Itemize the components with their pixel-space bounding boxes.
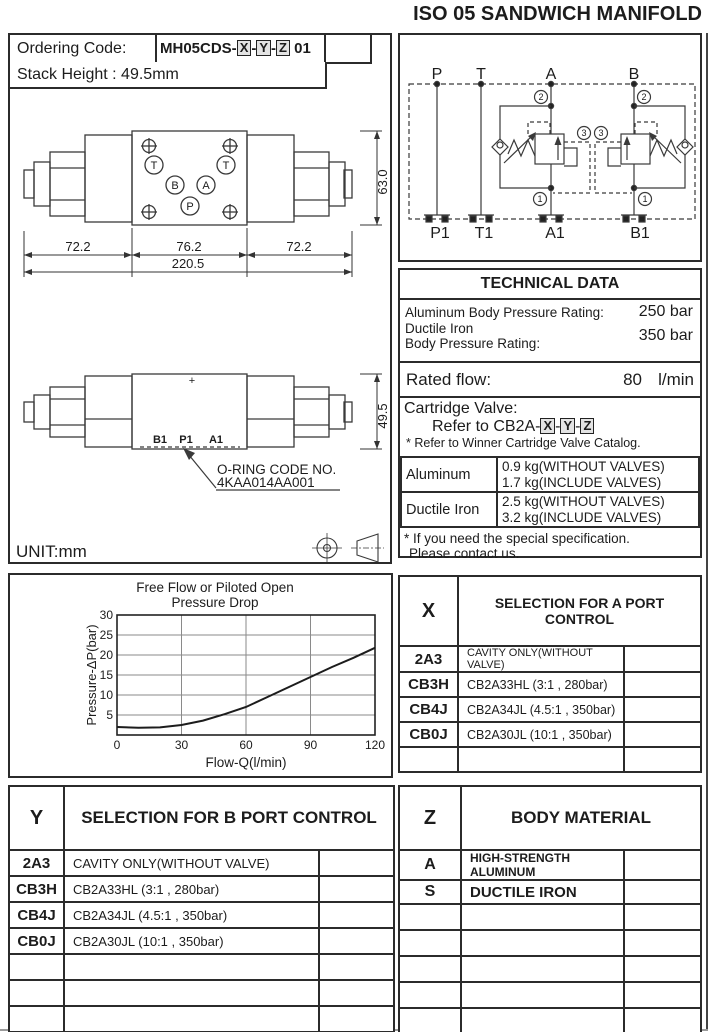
y-empty [9,980,64,1006]
rated-flow-unit: l/min [658,369,694,389]
marker-3-b: 3 [598,128,604,138]
marker-1-b: 1 [642,194,648,204]
x-row-spare [624,672,701,697]
page-title: ISO 05 SANDWICH MANIFOLD [413,3,702,25]
x-empty [624,747,701,772]
drawing-panel [8,33,392,564]
y-empty [9,1006,64,1032]
weight-line2: 1.7 kg(INCLUDE VALVES) [502,474,662,490]
port-label-t-right: T [222,160,230,172]
x-row-desc: CB2A34JL (4.5:1 , 350bar) [458,697,624,722]
y-key-cell: Y [9,786,64,850]
y-header-cell: SELECTION FOR B PORT CONTROL [64,786,394,850]
chart-title-line2: Pressure Drop [171,595,259,610]
dim-49-5: 49.5 [375,403,390,429]
spring-icon [649,132,681,163]
xtick-30: 30 [174,738,189,752]
selection-y-table [8,785,395,1032]
x-row-spare [624,697,701,722]
xtick-120: 120 [364,738,386,752]
ytick-25: 25 [99,628,113,642]
y-row-spare [319,876,394,902]
counterbalance-valve-b [595,91,694,206]
aluminum-pressure-label: Aluminum Body Pressure Rating: [405,304,604,320]
dim-72-2-left: 72.2 [65,239,91,254]
x-row-desc: CB2A33HL (3:1 , 280bar) [458,672,624,697]
ytick-30: 30 [99,608,113,622]
table-row [399,880,701,904]
z-row-desc: HIGH-STRENGTH ALUMINUM [461,850,624,880]
z-empty [624,982,701,1008]
marker-2-b: 2 [641,92,647,102]
y-empty [319,1006,394,1032]
port-label-p: P [186,201,194,213]
cartridge-note: * Refer to Winner Cartridge Valve Catalog. [406,436,641,450]
chart-yticks [100,608,114,722]
weight-values [497,457,699,492]
chart-xlabel: Flow-Q(l/min) [205,755,287,770]
z-empty [399,956,461,982]
unit-label: UNIT:mm [16,542,87,561]
x-key-cell: X [399,576,458,646]
port-label-b: B [171,180,179,192]
x-row-code: 2A3 [399,646,458,672]
code-suffix: 01 [289,40,311,57]
x-row-code: CB4J [399,697,458,722]
z-empty [461,1008,624,1032]
y-row-desc: CB2A34JL (4.5:1 , 350bar) [64,902,319,928]
ductile-label-line2: Body Pressure Rating: [405,336,541,351]
marker-1-a: 1 [537,194,543,204]
counterbalance-valve-a [492,91,591,206]
y-empty [319,954,394,980]
port-label-t-left: T [150,160,158,172]
y-empty [9,954,64,980]
z-header-cell: BODY MATERIAL [461,786,701,850]
cartridge-prefix: Refer to CB2A- [432,418,541,435]
spring-icon [504,132,536,163]
table-row [399,1008,701,1032]
schematic-port-a: A [545,66,557,83]
manifold-top-view [24,131,352,225]
x-row-desc: CAVITY ONLY(WITHOUT VALVE) [458,646,624,672]
cartridge-y-box: Y [560,418,575,434]
table-row [399,697,701,722]
table-header-row [399,786,701,850]
cartridge-dash-1: - [555,418,561,435]
z-empty [461,982,624,1008]
code-prefix: MH05CDS- [160,40,237,57]
z-empty [399,982,461,1008]
schematic-port-b1: B1 [630,225,650,242]
table-row [9,980,394,1006]
engineering-drawing [10,35,390,562]
cartridge-z-box: Z [580,418,594,434]
dim-76-2: 76.2 [176,239,202,254]
weight-line1: 0.9 kg(WITHOUT VALVES) [502,459,665,474]
z-empty [461,930,624,956]
code-y-box: Y [256,40,271,56]
technical-data-panel [398,268,702,561]
schematic-panel [398,33,702,262]
z-empty [624,904,701,930]
ordering-code-label: Ordering Code: [10,35,157,62]
oring-note-line2: 4KAA014AA001 [217,475,315,490]
y-row-desc: CB2A33HL (3:1 , 280bar) [64,876,319,902]
table-row [399,930,701,956]
plus-mark: + [188,375,196,387]
table-row [399,982,701,1008]
x-row-code: CB3H [399,672,458,697]
weight-line2: 3.2 kg(INCLUDE VALVES) [502,509,662,525]
z-empty [624,1008,701,1032]
z-empty [461,956,624,982]
schematic-port-p: P [431,66,443,83]
table-row [399,646,701,672]
ytick-5: 5 [106,708,113,722]
weight-material: Aluminum [401,457,497,492]
page-right-border [706,33,708,1030]
chart-grid [117,615,375,735]
z-row-code: S [399,880,461,904]
y-row-spare [319,902,394,928]
oring-note-line1: O-RING CODE NO. [217,462,337,477]
schematic-port-p1: P1 [430,225,450,242]
table-row [399,904,701,930]
chart-title-line1: Free Flow or Piloted Open [136,580,294,595]
code-x-box: X [237,40,252,56]
rated-flow-value: 80 [623,369,642,389]
selection-x-table [398,575,702,773]
marker-3-a: 3 [581,128,587,138]
side-port-a1: A1 [208,434,224,446]
x-empty [399,747,458,772]
z-empty [399,1008,461,1032]
ytick-20: 20 [99,648,113,662]
cartridge-x-box: X [540,418,555,434]
x-row-desc: CB2A30JL (10:1 , 350bar) [458,722,624,747]
stack-height-box: Stack Height : 49.5mm [10,62,327,89]
table-row [399,722,701,747]
schematic-port-a1: A1 [545,225,565,242]
x-row-code: CB0J [399,722,458,747]
code-dash-2: - [271,40,277,57]
ytick-10: 10 [99,688,113,702]
note-line1: * If you need the special specification. [404,531,630,546]
y-empty [64,1006,319,1032]
y-row-spare [319,850,394,876]
x-row-spare [624,646,701,672]
dim-220-5: 220.5 [171,256,205,271]
chart-ylabel: Pressure-ΔP(bar) [84,624,99,726]
xtick-60: 60 [239,738,253,752]
cartridge-line2 [404,418,696,436]
y-row-code: CB3H [9,876,64,902]
marker-2-a: 2 [538,92,544,102]
table-row [401,492,699,527]
side-port-p1: P1 [179,434,193,446]
table-row [9,876,394,902]
pressure-drop-chart [10,575,391,776]
port-label-a: A [202,180,210,192]
manifold-side-view [24,374,352,490]
y-row-desc: CAVITY ONLY(WITHOUT VALVE) [64,850,319,876]
technical-data-header: TECHNICAL DATA [400,270,700,300]
table-row [9,954,394,980]
z-row-spare [624,880,701,904]
projection-cone-icon [351,534,384,562]
pressure-drop-chart-panel [8,573,393,778]
y-empty [64,980,319,1006]
x-empty [458,747,624,772]
y-row-desc: CB2A30JL (10:1 , 350bar) [64,928,319,954]
z-empty [399,930,461,956]
z-empty [399,904,461,930]
xtick-90: 90 [303,738,318,752]
note-line2: Please contact us. [409,546,520,561]
check-valve-icon [492,139,508,155]
rated-flow-row [400,363,700,398]
cartridge-dash-2: - [575,418,581,435]
weight-table [400,456,700,528]
table-row [399,956,701,982]
code-z-box: Z [276,40,290,56]
ductile-label-line1: Ductile Iron [405,321,474,336]
z-empty [461,904,624,930]
table-row [399,850,701,880]
ytick-15: 15 [99,668,113,682]
z-row-spare [624,850,701,880]
pressure-rating-section [400,300,700,363]
schematic-port-t1: T1 [474,225,494,242]
projection-target-icon [312,533,342,562]
rated-flow-label: Rated flow: [406,369,492,389]
z-row-desc: DUCTILE IRON [461,880,624,904]
table-row [399,672,701,697]
x-header-cell: SELECTION FOR A PORT CONTROL [458,576,701,646]
y-empty [319,980,394,1006]
y-empty [64,954,319,980]
y-row-spare [319,928,394,954]
special-spec-note [400,528,700,561]
xtick-0: 0 [113,738,121,752]
z-key-cell: Z [399,786,461,850]
code-dash-1: - [251,40,257,57]
y-row-code: CB4J [9,902,64,928]
cartridge-line1: Cartridge Valve: [404,400,518,417]
schematic-port-b: B [628,66,640,83]
z-empty [624,956,701,982]
table-row [9,902,394,928]
hydraulic-schematic [400,35,700,260]
schematic-port-t: T [476,66,486,83]
ductile-pressure-label [405,321,639,351]
table-row [9,1006,394,1032]
ductile-pressure-value: 350 bar [638,327,693,344]
dim-63-0: 63.0 [375,169,390,195]
table-row [399,747,701,772]
check-valve-icon [677,139,693,155]
chart-xticks [114,738,386,752]
table-header-row [399,576,701,646]
x-row-spare [624,722,701,747]
aluminum-pressure-value: 250 bar [638,303,693,320]
dim-72-2-right: 72.2 [286,239,312,254]
table-row [9,850,394,876]
dimensions-top-view [24,131,390,277]
side-port-b1: B1 [152,434,168,446]
weight-line1: 2.5 kg(WITHOUT VALVES) [502,494,665,509]
y-row-code: 2A3 [9,850,64,876]
table-row [9,928,394,954]
y-row-code: CB0J [9,928,64,954]
z-empty [624,930,701,956]
z-row-code: A [399,850,461,880]
table-header-row [9,786,394,850]
weight-material: Ductile Iron [401,492,497,527]
dimensions-side-view [360,374,390,449]
cartridge-valve-section [400,398,700,456]
weight-values [497,492,699,527]
body-material-table [398,785,702,1032]
table-row [401,457,699,492]
oring-leader [183,448,340,490]
